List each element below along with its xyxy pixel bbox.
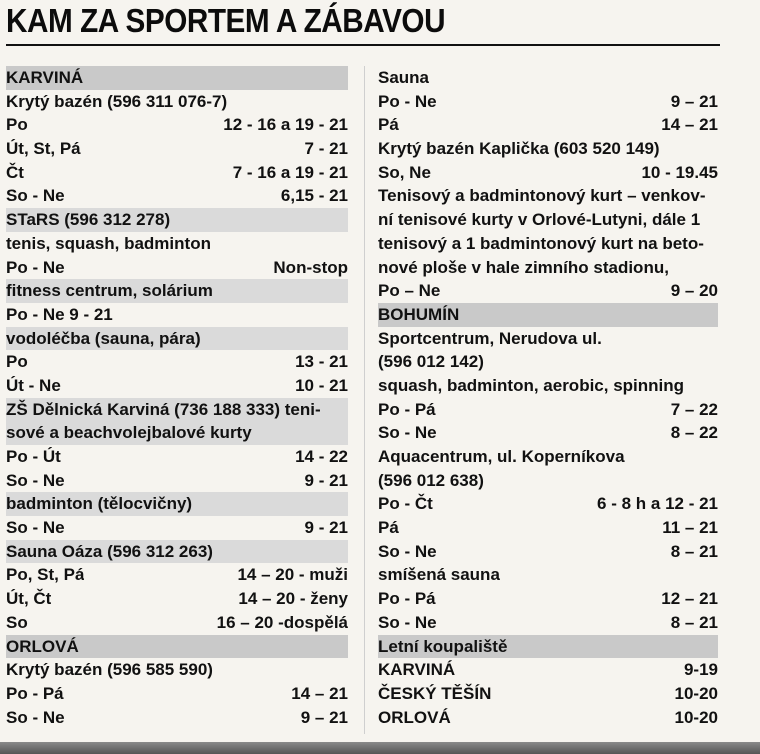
line-hours: 11 – 21 — [662, 518, 718, 538]
listing-line — [378, 327, 718, 351]
listing-line — [6, 279, 348, 303]
line-label: So - Ne — [6, 518, 65, 538]
line-hours: 12 - 16 a 19 - 21 — [223, 115, 348, 135]
listing-line — [6, 398, 348, 422]
listing-line — [378, 706, 718, 730]
line-hours: 8 – 22 — [670, 423, 718, 443]
line-label: fitness centrum, solárium — [6, 281, 213, 301]
listing-line — [6, 350, 348, 374]
bottom-band — [0, 742, 760, 754]
line-hours: 10 - 21 — [295, 375, 348, 395]
listing-line — [378, 208, 718, 232]
line-label: (596 012 142) — [378, 352, 484, 372]
listing-line — [6, 516, 348, 540]
section-heading — [378, 303, 718, 327]
left-column — [6, 66, 348, 729]
line-label: ORLOVÁ — [378, 707, 451, 727]
page-title: KAM ZA SPORTEM A ZÁBAVOU — [6, 2, 446, 39]
listing-line — [6, 563, 348, 587]
line-label: Sportcentrum, Nerudova ul. — [378, 328, 602, 348]
listing-line — [378, 611, 718, 635]
listing-line — [6, 682, 348, 706]
line-label: Po - Ne 9 - 21 — [6, 304, 113, 324]
line-hours: 12 – 21 — [661, 589, 718, 609]
line-label: Sauna Oáza (596 312 263) — [6, 541, 213, 561]
line-label: STaRS (596 312 278) — [6, 210, 171, 230]
line-hours: 9 – 21 — [670, 91, 718, 111]
line-label: Po – Ne — [378, 281, 441, 301]
line-hours: 14 – 20 - muži — [237, 565, 348, 585]
line-label: Sauna — [378, 68, 430, 87]
right-column — [378, 66, 718, 729]
listing-line — [6, 611, 348, 635]
listing-line — [378, 563, 718, 587]
line-label: squash, badminton, aerobic, spinning — [378, 375, 685, 395]
line-label: nové ploše v hale zimního stadionu, — [378, 257, 669, 277]
line-label: Pá — [378, 518, 399, 538]
title-rule — [6, 44, 720, 46]
listing-line — [378, 232, 718, 256]
line-label: ORLOVÁ — [6, 636, 79, 656]
line-label: Po - Ne — [378, 91, 437, 111]
line-label: Pá — [378, 115, 399, 135]
listing-line — [378, 137, 718, 161]
line-label: Po - Pá — [6, 683, 64, 703]
listing-line — [6, 303, 348, 327]
line-label: ČESKÝ TĚŠÍN — [378, 683, 492, 703]
line-hours: 9 – 21 — [300, 707, 348, 727]
listing-line — [378, 682, 718, 706]
listing-line — [378, 445, 718, 469]
line-label: KARVINÁ — [6, 68, 84, 87]
line-label: badminton (tělocvičny) — [6, 494, 193, 514]
line-hours: 10 - 19.45 — [641, 162, 718, 182]
line-label: Aquacentrum, ul. Koperníkova — [378, 447, 625, 466]
listing-line — [6, 445, 348, 469]
listing-line — [378, 113, 718, 137]
listing-line — [6, 208, 348, 232]
line-label: Po - Ne — [6, 257, 65, 277]
listing-line — [6, 232, 348, 256]
listing-line — [6, 706, 348, 730]
line-label: So - Ne — [378, 541, 437, 561]
line-label: Po, St, Pá — [6, 565, 85, 585]
line-label: ZŠ Dělnická Karviná (736 188 333) teni- — [6, 399, 321, 419]
line-hours: 9 - 21 — [304, 518, 348, 538]
listing-line — [6, 256, 348, 280]
line-label: BOHUMÍN — [378, 304, 460, 324]
line-label: sové a beachvolejbalové kurty — [6, 423, 252, 443]
line-hours: 6,15 - 21 — [280, 186, 348, 206]
line-label: Tenisový a badmintonový kurt – venkov- — [378, 186, 706, 206]
listing-line — [378, 374, 718, 398]
line-label: Krytý bazén (596 585 590) — [6, 660, 213, 680]
line-label: Po - Pá — [378, 399, 436, 419]
line-label: Po - Čt — [378, 494, 433, 514]
line-hours: 10-20 — [674, 683, 718, 703]
line-label: tenisový a 1 badmintonový kurt na beto- — [378, 233, 704, 253]
line-label: Letní koupaliště — [378, 636, 508, 656]
listing-line — [378, 279, 718, 303]
line-label: So - Ne — [6, 707, 65, 727]
section-heading — [378, 635, 718, 659]
listing-line — [6, 421, 348, 445]
line-label: vodoléčba (sauna, pára) — [6, 328, 201, 348]
line-label: Út, St, Pá — [6, 139, 81, 159]
listing-line — [378, 540, 718, 564]
line-label: Krytý bazén (596 311 076-7) — [6, 91, 228, 111]
line-hours: 10-20 — [674, 707, 718, 727]
line-label: Út - Ne — [6, 375, 61, 395]
listing-line — [378, 587, 718, 611]
line-hours: 14 – 20 - ženy — [238, 589, 348, 609]
line-hours: Non-stop — [273, 257, 348, 277]
line-hours: 9-19 — [683, 660, 718, 680]
line-hours: 8 – 21 — [670, 612, 718, 632]
listing-line — [378, 398, 718, 422]
listing-line — [378, 184, 718, 208]
line-label: So — [6, 612, 28, 632]
section-heading — [6, 635, 348, 659]
line-hours: 9 - 21 — [304, 470, 348, 490]
listing-line — [6, 540, 348, 564]
listing-line — [378, 469, 718, 493]
line-label: Po - Út — [6, 447, 61, 466]
line-label: (596 012 638) — [378, 470, 484, 490]
line-hours: 6 - 8 h a 12 - 21 — [597, 494, 718, 514]
line-hours: 7 - 21 — [304, 139, 348, 159]
line-label: Út, Čt — [6, 589, 52, 609]
listing-line — [378, 492, 718, 516]
listing-line — [6, 327, 348, 351]
line-hours: 14 – 21 — [661, 115, 718, 135]
listing-line — [378, 90, 718, 114]
line-label: tenis, squash, badminton — [6, 233, 211, 253]
line-hours: 7 – 22 — [670, 399, 718, 419]
line-label: So - Ne — [6, 470, 65, 490]
listing-line — [6, 469, 348, 493]
line-label: So - Ne — [6, 186, 65, 206]
line-label: ní tenisové kurty v Orlové-Lutyni, dále 1 — [378, 210, 701, 230]
line-label: Po — [6, 115, 28, 135]
listing-line — [378, 161, 718, 185]
listing-line — [378, 256, 718, 280]
line-label: So - Ne — [378, 423, 437, 443]
listing-line — [378, 66, 718, 90]
listing-line — [6, 374, 348, 398]
listing-line — [6, 492, 348, 516]
listing-line — [378, 421, 718, 445]
line-hours: 7 - 16 a 19 - 21 — [232, 162, 348, 182]
line-hours: 13 - 21 — [295, 352, 348, 372]
line-hours: 14 - 22 — [295, 447, 348, 466]
column-divider — [364, 66, 365, 734]
line-label: smíšená sauna — [378, 565, 500, 585]
listing-line — [378, 350, 718, 374]
line-label: Krytý bazén Kaplička (603 520 149) — [378, 139, 660, 159]
line-label: Po - Pá — [378, 589, 436, 609]
listing-line — [6, 184, 348, 208]
line-hours: 9 – 20 — [670, 281, 718, 301]
line-hours: 16 – 20 -dospělá — [216, 612, 348, 632]
line-label: Čt — [6, 162, 24, 182]
section-heading — [6, 66, 348, 90]
line-hours: 8 – 21 — [670, 541, 718, 561]
listing-line — [6, 658, 348, 682]
listing-line — [6, 161, 348, 185]
line-label: KARVINÁ — [378, 660, 456, 680]
line-label: So, Ne — [378, 162, 431, 182]
listing-line — [6, 587, 348, 611]
listing-line — [6, 113, 348, 137]
listing-line — [378, 516, 718, 540]
listing-line — [378, 658, 718, 682]
listing-line — [6, 137, 348, 161]
line-label: Po — [6, 352, 28, 372]
line-hours: 14 – 21 — [291, 683, 348, 703]
line-label: So - Ne — [378, 612, 437, 632]
listing-line — [6, 90, 348, 114]
